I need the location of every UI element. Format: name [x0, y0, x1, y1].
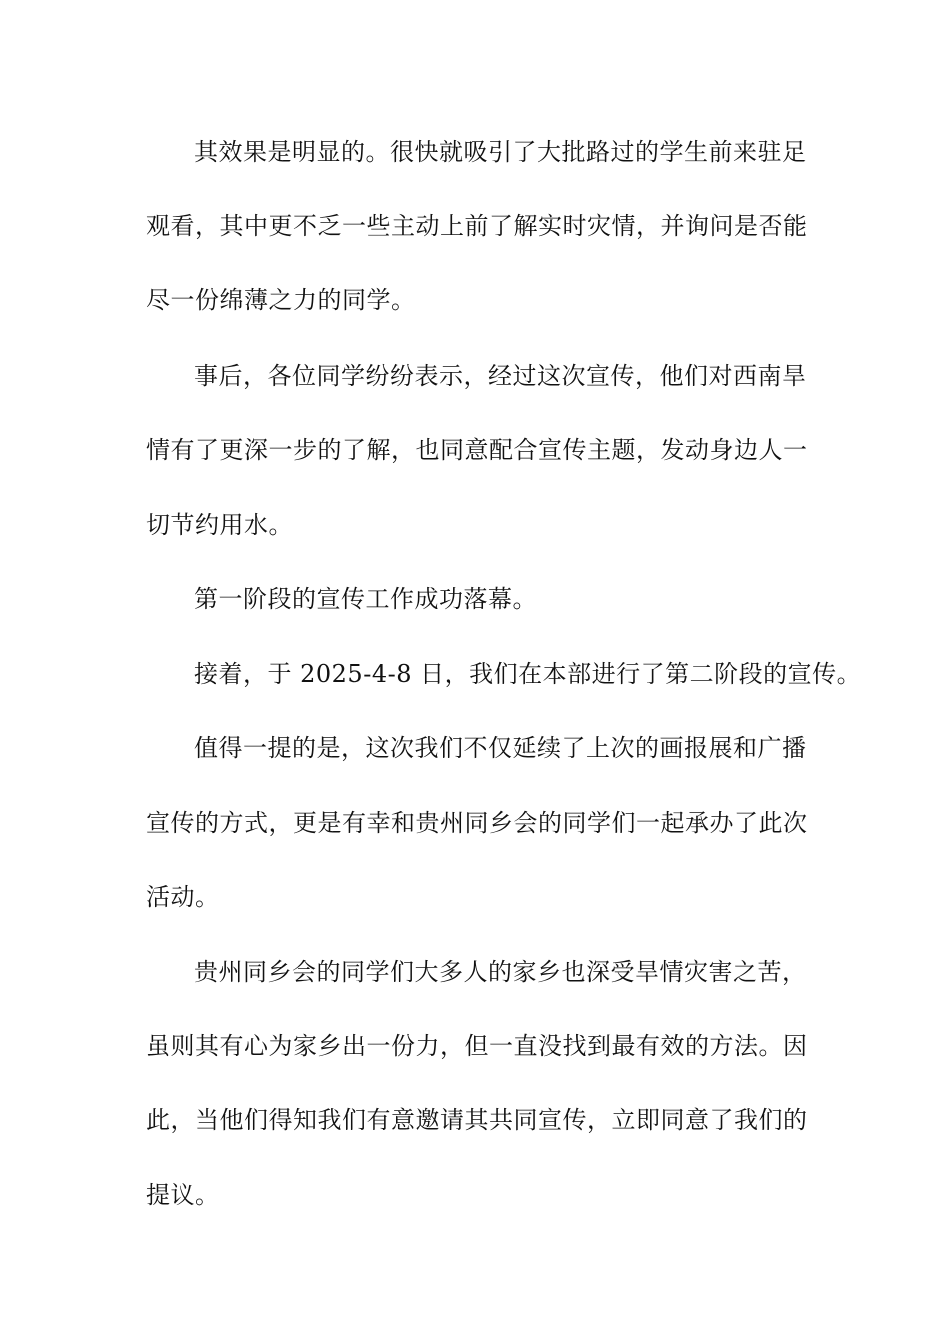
paragraph-line: 尽一份绵薄之力的同学。 [146, 286, 416, 314]
paragraph-line: 宣传的方式，更是有幸和贵州同乡会的同学们一起承办了此次 [146, 809, 808, 837]
paragraph-line: 贵州同乡会的同学们大多人的家乡也深受旱情灾害之苦， [194, 958, 807, 986]
paragraph-line: 活动。 [146, 883, 220, 911]
paragraph-line: 虽则其有心为家乡出一份力，但一直没找到最有效的方法。因 [146, 1032, 808, 1060]
paragraph-line: 情有了更深一步的了解，也同意配合宣传主题，发动身边人一 [146, 436, 808, 464]
paragraph-line: 切节约用水。 [146, 511, 293, 539]
paragraph-line: 第一阶段的宣传工作成功落幕。 [194, 585, 537, 613]
paragraph-line: 事后，各位同学纷纷表示，经过这次宣传，他们对西南旱 [194, 362, 807, 390]
paragraph-line: 观看，其中更不乏一些主动上前了解实时灾情，并询问是否能 [146, 212, 808, 240]
paragraph-line: 接着，于 2025-4-8 日，我们在本部进行了第二阶段的宣传。 [194, 660, 862, 688]
paragraph-line: 值得一提的是，这次我们不仅延续了上次的画报展和广播 [194, 734, 807, 762]
paragraph-line: 提议。 [146, 1181, 220, 1209]
paragraph-line: 其效果是明显的。很快就吸引了大批路过的学生前来驻足 [194, 138, 807, 166]
paragraph-line: 此，当他们得知我们有意邀请其共同宣传，立即同意了我们的 [146, 1106, 808, 1134]
